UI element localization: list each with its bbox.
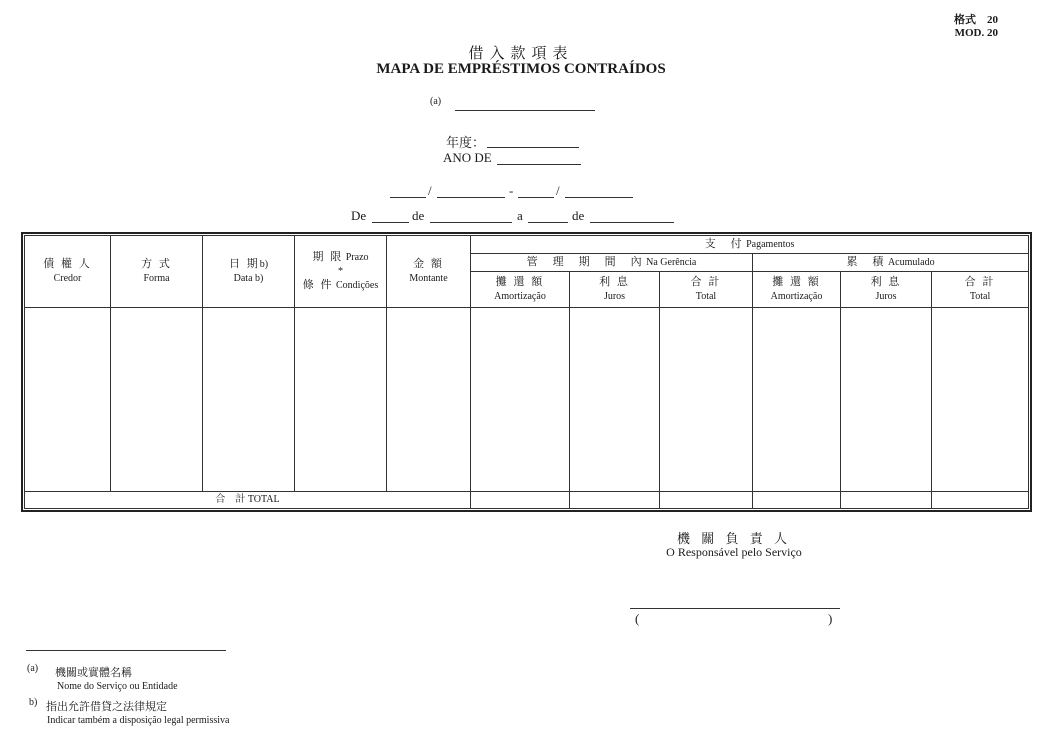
total-cell: [753, 491, 841, 508]
year-label-cn: 年度：: [446, 135, 486, 150]
body-cell: [753, 307, 841, 491]
title-portuguese: MAPA DE EMPRÉSTIMOS CONTRAÍDOS: [376, 61, 666, 77]
footnote-b-cn: 指出允許借貸之法律規定: [46, 701, 167, 713]
body-cell: [295, 307, 387, 491]
body-cell: [387, 307, 471, 491]
gerencia-amortizacao: [471, 271, 570, 307]
col-credor: [25, 236, 111, 308]
acumulado-juros: [841, 271, 932, 307]
period-de-3: de: [572, 208, 585, 223]
table-body-row: [25, 307, 1029, 491]
body-cell: [660, 307, 753, 491]
total-cell: [471, 491, 570, 508]
signature-paren-close: ): [828, 611, 833, 626]
total-cell: [570, 491, 660, 508]
montante-pt: Montante: [409, 273, 448, 285]
montante-cn: 金 額: [413, 258, 444, 271]
pagamentos-cn: 支 付: [704, 238, 744, 250]
col-data: [203, 236, 295, 308]
data-note-b-1: b): [259, 259, 269, 271]
signature-line: [630, 608, 840, 609]
acumulado-header: [753, 253, 1029, 271]
body-cell: [932, 307, 1029, 491]
footnote-b-mark: b): [29, 697, 38, 708]
footnote-a-pt: Nome do Serviço ou Entidade: [57, 681, 178, 692]
date-blank-2: [437, 197, 505, 198]
entity-blank-line: [455, 110, 595, 111]
body-cell: [570, 307, 660, 491]
col-forma: [111, 236, 203, 308]
date-blank-4: [565, 197, 633, 198]
date-blank-1: [390, 197, 426, 198]
amort-cn: 攤 還 額: [495, 276, 545, 289]
total-row: [25, 491, 1029, 508]
forma-pt: Forma: [143, 273, 170, 285]
period-de-2: de: [412, 208, 425, 223]
body-cell: [25, 307, 111, 491]
data-note-b-2: b): [255, 273, 264, 285]
total-cn: 合 計: [690, 276, 722, 289]
gerencia-juros: [570, 271, 660, 307]
amort-cn: 攤 還 額: [772, 276, 821, 289]
year-label-pt: ANO DE: [443, 150, 492, 165]
total-pt: Total: [969, 290, 991, 302]
gerencia-pt: Na Gerência: [646, 256, 697, 268]
signature-pt: O Responsável pelo Serviço: [666, 545, 802, 559]
period-blank-4: [590, 222, 674, 223]
loans-table: [24, 235, 1029, 509]
prazo-cn: 期 限: [312, 250, 344, 263]
data-cn: 日 期: [228, 258, 260, 271]
date-slash-2: /: [556, 183, 560, 198]
total-row-label: 合 計 TOTAL: [215, 493, 280, 505]
juros-pt: Juros: [875, 290, 897, 302]
prazo-pt: Prazo: [345, 251, 369, 263]
body-cell: [111, 307, 203, 491]
entity-mark: (a): [430, 96, 442, 107]
col-prazo-condicoes: [295, 236, 387, 308]
amort-pt: Amortização: [494, 290, 546, 302]
data-pt: Data: [233, 273, 253, 285]
total-cell: [932, 491, 1029, 508]
acumulado-cn: 累 積: [846, 255, 886, 268]
acumulado-amortizacao: [753, 271, 841, 307]
total-pt: Total: [695, 290, 717, 302]
period-a: a: [517, 208, 523, 223]
juros-cn: 利 息: [870, 276, 902, 289]
period-blank-1: [372, 222, 409, 223]
format-code-cn: 格式 20: [954, 14, 998, 26]
title-chinese: 借入款項表: [468, 46, 574, 62]
pagamentos-header: [471, 236, 1029, 254]
credor-cn: 債 權 人: [43, 258, 92, 271]
juros-pt: Juros: [603, 290, 626, 302]
year-blank-cn: [487, 147, 579, 148]
footnote-a-mark: (a): [27, 663, 39, 674]
total-cell: [660, 491, 753, 508]
gerencia-total: [660, 271, 753, 307]
signature-cn: 機 關 負 責 人: [676, 531, 791, 546]
condicoes-cn: 條 件: [302, 279, 334, 292]
acumulado-total: [932, 271, 1029, 307]
amort-pt: Amortização: [770, 290, 823, 302]
credor-pt: Credor: [53, 273, 82, 285]
juros-cn: 利 息: [599, 276, 630, 289]
forma-cn: 方 式: [141, 258, 172, 271]
date-blank-3: [518, 197, 554, 198]
body-cell: [471, 307, 570, 491]
col-montante: [387, 236, 471, 308]
pagamentos-pt: Pagamentos: [746, 239, 795, 250]
format-code-mod: MOD. 20: [954, 27, 998, 39]
date-slash-1: /: [428, 183, 432, 198]
footnote-b-pt: Indicar também a disposição legal permissiva: [47, 715, 230, 726]
total-cn: 合 計: [964, 276, 996, 289]
year-blank-pt: [497, 164, 581, 165]
period-blank-2: [430, 222, 512, 223]
signature-paren-open: (: [635, 611, 640, 626]
footnote-divider: [26, 650, 226, 651]
period-blank-3: [528, 222, 568, 223]
gerencia-header: [471, 253, 753, 271]
body-cell: [203, 307, 295, 491]
footnote-a-cn: 機關或實體名稱: [55, 667, 132, 679]
total-row-label-cell: [25, 491, 471, 508]
acumulado-pt: Acumulado: [887, 256, 935, 268]
prazo-asterisk: *: [338, 265, 343, 277]
body-cell: [841, 307, 932, 491]
gerencia-cn: 管 理 期 間 內: [526, 255, 644, 268]
condicoes-pt: Condições: [336, 280, 379, 292]
period-de-1: De: [351, 208, 367, 223]
total-cell: [841, 491, 932, 508]
date-dash: -: [509, 183, 514, 198]
